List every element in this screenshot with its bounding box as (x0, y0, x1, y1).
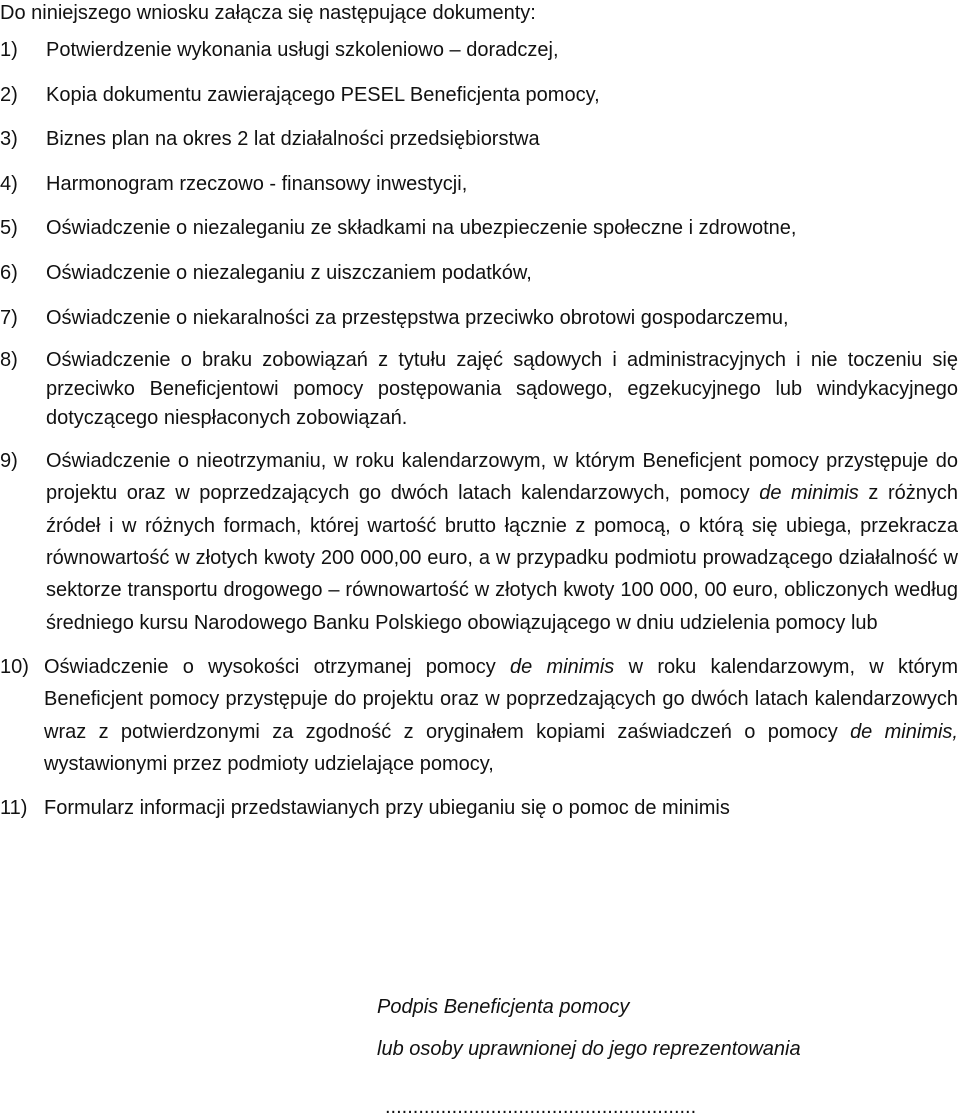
signature-caption: Podpis Beneficjenta pomocy (377, 996, 630, 1018)
list-item (0, 445, 958, 639)
list-item (0, 212, 958, 245)
list-item (0, 651, 958, 780)
list-item (0, 346, 958, 433)
item-text: Kopia dokumentu zawierającego PESEL Beneficjenta pomocy, (46, 83, 600, 106)
item-text: Biznes plan na okres 2 lat działalności przedsiębiorstwa (46, 128, 540, 151)
item-text: Potwierdzenie wykonania usługi szkoleniowo – doradczej, (46, 39, 559, 61)
signature-caption-line2: lub osoby uprawnionej do jego reprezentowania (377, 1038, 801, 1060)
item-number: 5) (0, 217, 18, 240)
item-text: Oświadczenie o wysokości otrzymanej pomocy de minimis w roku kalendarzowym, w którym Beneficjent pomocy przystępuje do projektu oraz w poprzedzających go dwóch latach kalendarzowych wraz z potwierdzonymi za zgodność z oryginałem kopiami zaświadczeń o pomocy de minimis, wystawionymi przez podmioty udzielające pomocy, (44, 655, 959, 775)
item-text: Formularz informacji przedstawianych przy ubieganiu się o pomoc de minimis (44, 797, 730, 820)
item-text: Oświadczenie o niezaleganiu z uiszczaniem podatków, (46, 261, 532, 284)
item-number: 11) (0, 797, 28, 820)
list-item (0, 79, 958, 112)
list-item (0, 792, 958, 825)
item-number: 1) (0, 39, 18, 61)
list-item (0, 123, 958, 156)
item-text: Oświadczenie o niezaleganiu ze składkami na ubezpieczenie społeczne i zdrowotne, (46, 217, 797, 240)
list-item (0, 34, 958, 67)
item-number: 9) (0, 450, 18, 473)
intro-text: Do niniejszego wniosku załącza się następujące dokumenty: (0, 2, 536, 24)
signature-line: ........................................................ (385, 1096, 697, 1118)
attachments-list (0, 34, 958, 839)
list-item (0, 302, 958, 335)
item-number: 6) (0, 261, 18, 284)
list-item (0, 257, 958, 290)
item-text: Oświadczenie o niekaralności za przestępstwa przeciwko obrotowi gospodarczemu, (46, 306, 789, 329)
item-text: Oświadczenie o nieotrzymaniu, w roku kalendarzowym, w którym Beneficjent pomocy przystępuje do projektu oraz w poprzedzających go dwóch latach kalendarzowych, pomocy de minimis z różnych źródeł i w różnych formach, której wartość brutto łącznie z pomocą, o którą się ubiega, przekracza równowartość w złotych kwoty 200 000,00 euro, a w przypadku podmiotu prowadzącego działalność w sektorze transportu drogowego – równowartość w złotych kwoty 100 000, 00 euro, obliczonych według średniego kursu Narodowego Banku Polskiego obowiązującego w dniu udzielenia pomocy lub (46, 450, 958, 634)
list-item (0, 168, 958, 201)
item-number: 2) (0, 83, 18, 106)
item-number: 10) (0, 655, 29, 678)
item-number: 3) (0, 128, 18, 151)
item-number: 8) (0, 349, 18, 372)
item-number: 4) (0, 172, 18, 195)
item-text: Harmonogram rzeczowo - finansowy inwestycji, (46, 172, 468, 195)
item-number: 7) (0, 306, 18, 329)
item-text: Oświadczenie o braku zobowiązań z tytułu zajęć sądowych i administracyjnych i nie toczeniu się przeciwko Beneficjentowi pomocy postępowania sądowego, egzekucyjnego lub windykacyjnego dotyczącego niespłaconych zobowiązań. (46, 349, 958, 430)
